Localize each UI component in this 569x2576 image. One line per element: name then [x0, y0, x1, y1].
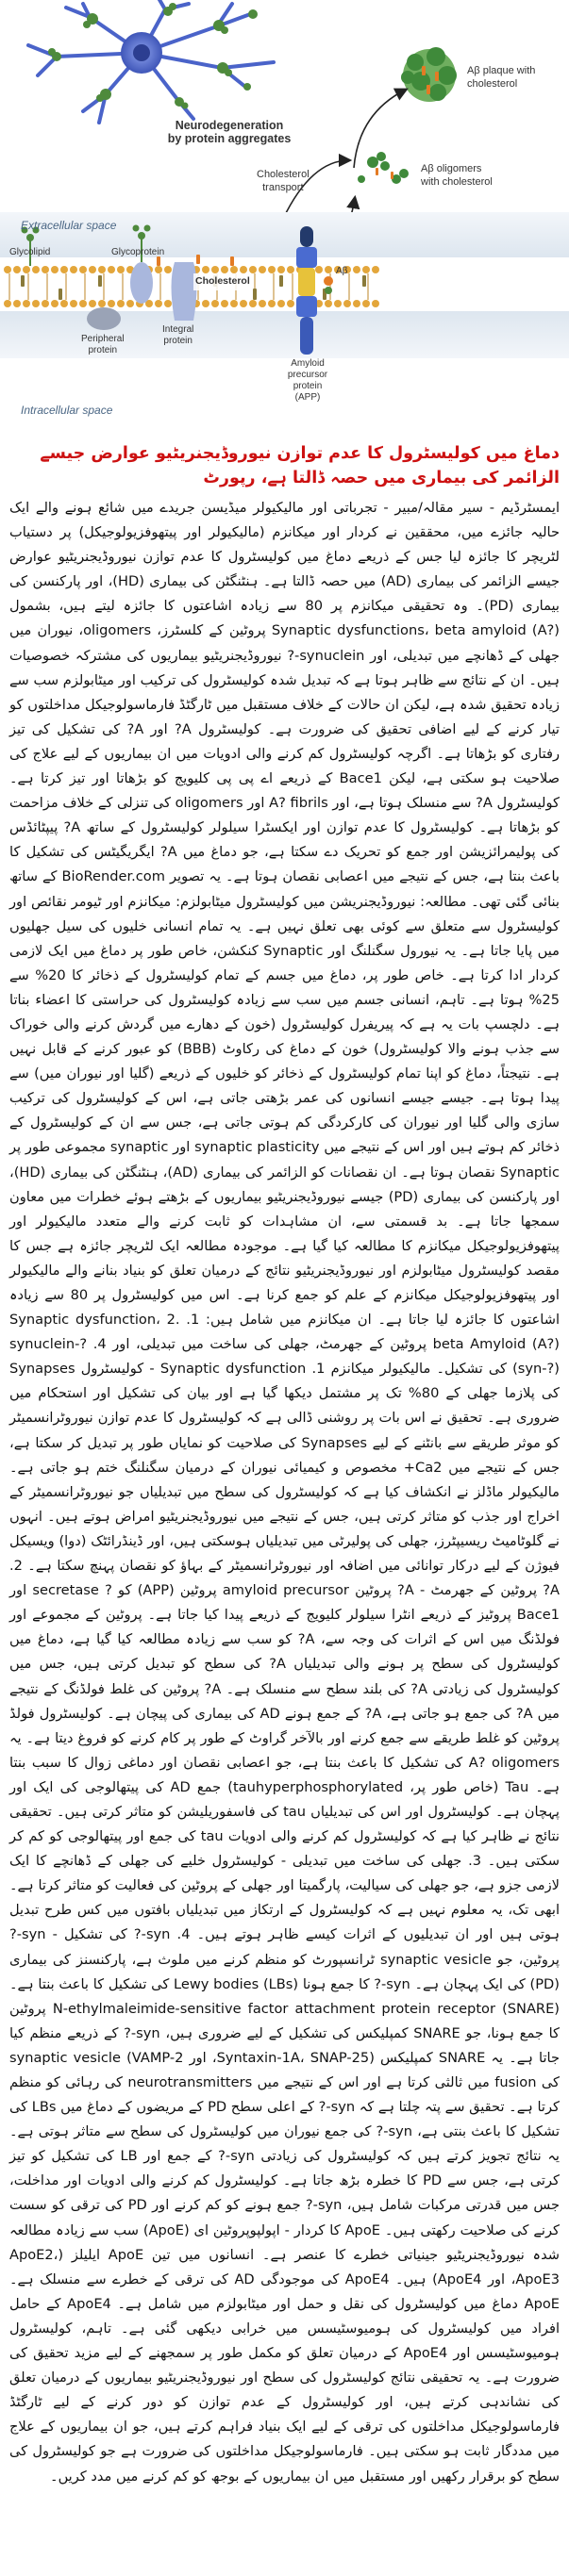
figure-illustration — [0, 0, 569, 438]
abeta-segment-icon — [324, 276, 333, 294]
peripheral-protein-icon — [87, 307, 121, 330]
article-headline: دماغ میں کولیسٹرول کا عدم توازن نیوروڈیجنریٹیو عوارض جیسے الزائمر کی بیماری میں حصہ ڈالتا ہے، رپورٹ — [40, 444, 560, 487]
app-label-line4: (APP) — [294, 392, 321, 403]
plaque-label-line1: Aβ plaque with — [467, 65, 536, 76]
oligomer-label-line1: Aβ oligomers — [421, 163, 482, 174]
neuro-label-line2: by protein aggregates — [167, 132, 292, 145]
neuron-illustration — [28, 0, 274, 123]
abeta-oligomers — [358, 152, 409, 184]
integral-label-line1: Integral — [162, 324, 194, 335]
article-body: ایمسٹرڈیم - سیر مقالہ/مبیر - تجرباتی اور مالیکیولر میڈیسن جریدے میں شائع ہونے والے ایک حالیہ جائزے میں، محققین نے کردار اور میکانزم (مالیکیولر اور پیتھوفزیولوجیکل) پر دستیاب لٹریچر کا جائزہ لیا جس کے ذریعے دماغ میں کولیسٹرول کا عدم توازن نیوروڈیجنریٹیو عوارض جیسے الزائمر کی بیماری (AD) میں حصہ ڈالتا ہے۔ ہنٹنگٹن کی بیماری (HD)، اور پارکنسن کی بیماری (PD)۔ وہ تحقیقی میکانزم پر 80 سے زیادہ اشاعتوں کا جائزہ لیتے ہیں، بشمول Synaptic dysfunctions، beta amyloid (A?) پروٹین کے کلسٹرز، oligomers، نیوران میں جھلی کے ڈھانچے میں تبدیلی، اور synuclein-? نیوروڈیجنریٹیو بیماریوں کی مشترکہ خصوصیات ہیں۔ ان کے نتائج سے ظاہر ہوتا ہے کہ تبدیل شدہ کولیسٹرول کی ترکیب اور میٹابولزم سب سے زیادہ تحقیق شدہ ہے، لیکن ان حالات کے خلاف مستقبل میں ٹارگٹڈ فارماسولوجیکل مداخلتوں کو تیار کرنے کے لیے اضافی تحقیق کی ضرورت ہے۔ کولیسٹرول A? اور A? کی تشکیل کی تیز رفتاری کو بڑھاتا ہے۔ اگرچہ کولیسٹرول کم کرنے والی ادویات میں ان بیماریوں کے لیے علاج کی صلاحیت ہو سکتی ہے، لیکن Bace1 کے ذریعے اے پی پی کلیویج کو بڑھاتا اور تیز کرتا ہے۔ کولیسٹرول A? سے منسلک ہوتا ہے، اور A? fibrils اور oligomers کی تنزلی کے خلاف مزاحمت کو بڑھاتا ہے۔ کولیسٹرول کا عدم توازن اور ایکسٹرا سیلولر کولیسٹرول کے ساتھ A? پیپٹائڈس کی پولیمرائزیشن اور جمع کو تحریک دے سکتا ہے، جو دماغ میں A? ایگریگیٹس کی تشکیل کا باعث بنتا ہے، جس کے نتیجے میں اعصابی نقصان ہوتا ہے۔ یہ تصویر BioRender.com کے ساتھ بنائی گئی تھی۔ مطالعہ: نیوروڈیجنریشن میں کولیسٹرول میٹابولزم: میکانزم اور ٹیومر نقائص اور کولیسٹرول سے متعلق سے کوئی بھی تعلق نہیں ہے۔ یہ تمام انسانی خلیوں کی سیل جھلیوں میں پایا جاتا ہے۔ یہ نیورول سگنلنگ اور Synaptic کنکشن، خاص طور پر دماغ میں ایک لازمی کردار ادا کرتا ہے۔ خاص طور پر، دماغ میں جسم کے تمام کولیسٹرول کے ذخائر کا 20% سے 25% ہوتا ہے۔ تاہم، انسانی جسم میں سب سے زیادہ کولیسٹرول کی حراستی کا اعضاء بناتا ہے۔ دلچسپ بات یہ ہے کہ پیریفرل کولیسٹرول (خون کے دھارے میں گردش کرنے والی خوراک سے جذب ہونے والا کولیسٹرول) خون کے دماغ کی رکاوٹ (BBB) کو عبور کرنے کے قابل نہیں ہے۔ نتیجتاً، دماغ کو اپنا تمام کولیسٹرول کے ذخائر کو خلیوں کے ذریعے (گلیا اور نیوران میں) سے پیدا ہوتا ہے۔ جیسے جیسے انسانوں کی عمر بڑھتی جاتی ہے، اس کے کولیسٹرول کی ترکیب سازی والی گلیا اور نیوران کی کارکردگی کم ہوتی جاتی ہے، جس سے ان کے کولیسٹرول کے ذخائر کم ہوتے ہیں اور اس کے نتیجے میں synaptic plasticity اور synaptic مجموعی طور پر Synaptic نقصان ہوتا ہے۔ ان نقصانات کو الزائمر کی بیماری (AD)، ہنٹنگٹن کی بیماری (HD)، اور پارکنسن کی بیماری (PD) جیسے نیوروڈیجنریٹیو بیماریوں کے بڑھتے ہوئے خطرات میں معاون سمجھا جاتا ہے۔ بد قسمتی سے، ان مشاہدات کو ثابت کرنے والے متعدد مالیکیولر اور پیتھوفزیولوجیکل میکانزم کا مطالعہ کیا گیا ہے۔ موجودہ مطالعہ ایک لٹریچر جائزہ ہے جس کا مقصد کولیسٹرول میٹابولزم اور نیوروڈیجنریٹیو نتائج کے درمیان تعلق کو بنیاد بنانے والے مالیکیولر اور پیتھوفزیولوجیکل میکانزم کے علم کو جمع کرنا ہے۔ اس میں کولیسٹرول پر 80 سے زیادہ اشاعتوں کا جائزہ لیا جاتا ہے۔ ان میکانزم میں شامل ہیں: 1. Synaptic dysfunction، 2. beta Amyloid (A?) پروٹین کے جھرمٹ، جھلی کی ساخت میں تبدیلی، اور 4. synuclein-? (syn-?) کی تشکیل۔ مالیکیولر میکانزم 1. Synaptic dysfunction - کولیسٹرول Synapses کی پلازما جھلی کے 80% تک پر مشتمل دیکھا گیا ہے اور بیان کی تشکیل اور استحکام میں ضروری ہے۔ تحقیق نے اس بات پر روشنی ڈالی ہے کہ کولیسٹرول کا عدم توازن نیوروٹرانسمیٹر کو موثر طریقے سے بانٹنے کے لیے Synapses کی صلاحیت کو نمایاں طور پر تبدیل کر سکتا ہے، جس کے نتیجے میں Ca2+ مخصوص و کیمیائی نیوران کے درمیان سگنلنگ ختم ہو جاتی ہے۔ مالیکیولر ماڈلز نے انکشاف کیا ہے کہ کولیسٹرول کی سطح میں تبدیلیاں جو نیوروٹرانسمیٹر کے اخراج اور جذب کو متاثر کرتی ہیں، جس کے نتیجے میں نیوروڈیجنریٹیو امراض ہوتے ہیں۔ انہوں نے گلوٹامیٹ ریسیپٹرز، جھلی کی پولیرٹی میں تبدیلیاں ہوسکتی ہیں، اور ڈینڈرائٹک (دوا) ویسیکل فیوژن کے لیے درکار توانائی میں اضافہ اور نیوروٹرانسمیٹر کے بہاؤ کو نقصان پہنچ سکتا ہے۔ 2. A? پروٹین کے جھرمٹ - A? پروٹین amyloid precursor پروٹین (APP) کو ? secretase اور Bace1 پروٹیز کے ذریعے انٹرا سیلولر کلیویج کے ذریعے پیدا کیا جاتا ہے۔ پروٹین کے مجموعے اور فولڈنگ میں اس کے اثرات کی وجہ سے، A? کو سب سے زیادہ مطالعہ کیا گیا ہے، دماغ میں کولیسٹرول کی سطح پر ہونے والی تبدیلیاں A? کی سطح کو تبدیل کرتی ہیں، جس میں کولیسٹرول کی زیادتی A? کی بلند سطح سے منسلک ہے۔ A? پروٹین کی غلط فولڈنگ کے نتیجے میں A? کی جمع ہو جاتی ہے، A? کے جمع ہونے AD کی بیماری کی پیچان ہے۔ کولیسٹرول فولڈ پروٹین کو غلط طریقے سے جمع کرنے اور بالآخر گراوٹ کے طور پر کام کرنے کو فروغ دیتا ہے۔ یہ A? oligomers کی تشکیل کا باعث بنتا ہے، جو اعصابی نقصان اور دماغی زوال کا سبب بنتا ہے۔ Tau (خاص طور پر، tauhyperphosphorylated) جمع AD کی پیتھالوجی کی ایک اور پہچان ہے۔ کولیسٹرول اور اس کی تبدیلیاں tau کی فاسفوریلیشن کو متاثر کرتی ہیں۔ تحقیقی نتائج نے ظاہر کیا ہے کہ کولیسٹرول کم کرنے والی ادویات tau کی جمع اور پیتھالوجی کو کم کر سکتی ہیں۔ 3. جھلی کی ساخت میں تبدیلی - کولیسٹرول خلیے کی جھلی کے ڈھانچے کا ایک لازمی جزو ہے، جو جھلی کی سیالیت، پارگمیتا اور جھلی کے پروٹین کی فعالیت کو متاثر کرتا ہے۔ ابھی تک، یہ معلوم نہیں ہے کہ کولیسٹرول کے ارتکاز میں تبدیلیاں بافتوں میں کس طرح تبدیل ہوتی ہیں اور ان تبدیلیوں کے اثرات کیسے ظاہر ہوتے ہیں۔ 4. syn-? کی تشکیل - syn-? پروٹین، جو synaptic vesicle ٹرانسپورٹ کو منظم کرنے میں ملوث ہے، پارکنسنز کی بیماری (PD) کی ایک پہچان ہے۔ syn-? کا جمع ہونا Lewy bodies (LBs) کی تشکیل کا باعث بنتا ہے۔ N-ethylmaleimide-sensitive factor attachment protein receptor (SNARE) پروٹین کا جمع ہونا، جو SNARE کمپلیکس کی تشکیل کے لیے ضروری ہیں، syn-? کے ذریعے منظم کیا جاتا ہے۔ یہ SNARE کمپلیکس (Syntaxin-1A، SNAP-25، اور VAMP-2) synaptic vesicle کی fusion میں ثالثی کرتا ہے اور اس کے نتیجے میں neurotransmitters کی رہائی کو منظم کرتا ہے۔ تحقیق سے پتہ چلتا ہے کہ syn-? کے اعلی سطح PD کے مریضوں کے دماغ میں LBs کی تشکیل کا باعث بنتی ہے، syn-? کی جمع نیوران میں کولیسٹرول کی سطح سے متاثر ہوتی ہے۔ یہ نتائج تجویز کرتے ہیں کہ کولیسٹرول کی زیادتی syn-? کے جمع اور LB کی تشکیل کو تیز کرتی ہے، جس سے PD کا خطرہ بڑھ جاتا ہے۔ کولیسٹرول کم کرنے والی ادویات اور مداخلت، جس میں قدرتی مرکبات شامل ہیں، syn-? جمع ہونے کو کم کرنے اور PD کی ترقی کو سست کرنے کی صلاحیت رکھتی ہیں۔ ApoE کا کردار - اپولپوپروٹین ای (ApoE) سب سے زیادہ مطالعہ شدہ نیوروڈیجنریٹیو جینیاتی خطرے کا عنصر ہے۔ انسانوں میں تین ApoE ایلیلز (ApoE2، ApoE3، اور ApoE4) ہیں۔ ApoE4 کی موجودگی AD کی ترقی کے خطرے سے منسلک ہے۔ ApoE دماغ میں کولیسٹرول کی نقل و حمل اور میٹابولزم میں شامل ہے۔ ApoE4 کے حامل افراد میں کولیسٹرول کی ہومیوسٹیسس میں خرابی دیکھی گئی ہے۔ تاہم، کولیسٹرول ہومیوسٹیسس اور ApoE4 کے درمیان تعلق کو مکمل طور پر سمجھنے کے لیے مزید تحقیق کی ضرورت ہے۔ یہ تحقیقی نتائج کولیسٹرول کی سطح اور نیوروڈیجنریٹیو بیماریوں کے درمیان تعلق کی نشاندہی کرتے ہیں، اور کولیسٹرول کے عدم توازن کو دور کرنے کے لیے ٹارگٹڈ فارماسولوجیکل مداخلتوں کی ترقی کے لیے ایک بنیاد فراہم کرتے ہیں، جو ان بیماریوں کے علاج میں مددگار ثابت ہو سکتی ہیں۔ فارماسولوجیکل مداخلتوں کی ضرورت ہے جو کولیسٹرول کی سطح کو برقرار رکھیں اور مستقبل میں ان بیماریوں کے بوجھ کو کم کرنے میں مدد کریں۔ — [9, 500, 561, 2485]
glycolipid-label: Glycolipid — [9, 247, 51, 257]
integral-label-line2: protein — [163, 336, 192, 346]
app-label — [279, 358, 336, 404]
integral-protein-icon — [172, 262, 197, 321]
transport-label-line1: Cholesterol — [257, 169, 310, 180]
oligomer-label — [421, 162, 493, 189]
peripheral-label — [81, 334, 125, 356]
transport-label-line2: transport — [262, 182, 304, 193]
transport-label — [257, 168, 310, 194]
neuro-label — [159, 119, 300, 145]
peripheral-label-line1: Peripheral — [81, 334, 125, 344]
plaque-label-line2: cholesterol — [467, 78, 518, 90]
neuro-label-line1: Neurodegeneration — [175, 119, 284, 132]
app-label-line1: Amyloid — [291, 358, 325, 369]
oligomer-label-line2: with cholesterol — [421, 176, 493, 188]
glycoprotein-label: Glycoprotein — [111, 247, 165, 257]
app-label-line2: precursor — [287, 370, 328, 380]
abeta-plaque — [401, 47, 457, 102]
intracellular-label: Intracellular space — [21, 404, 113, 417]
abeta-label: Aβ — [336, 266, 348, 276]
integral-label — [162, 324, 193, 347]
cholesterol-label: Cholesterol — [195, 275, 250, 287]
peripheral-label-line2: protein — [88, 345, 118, 355]
app-label-line3: protein — [293, 381, 323, 391]
extracellular-label: Extracellular space — [21, 219, 117, 232]
article — [9, 441, 560, 2489]
plaque-label — [467, 64, 535, 91]
